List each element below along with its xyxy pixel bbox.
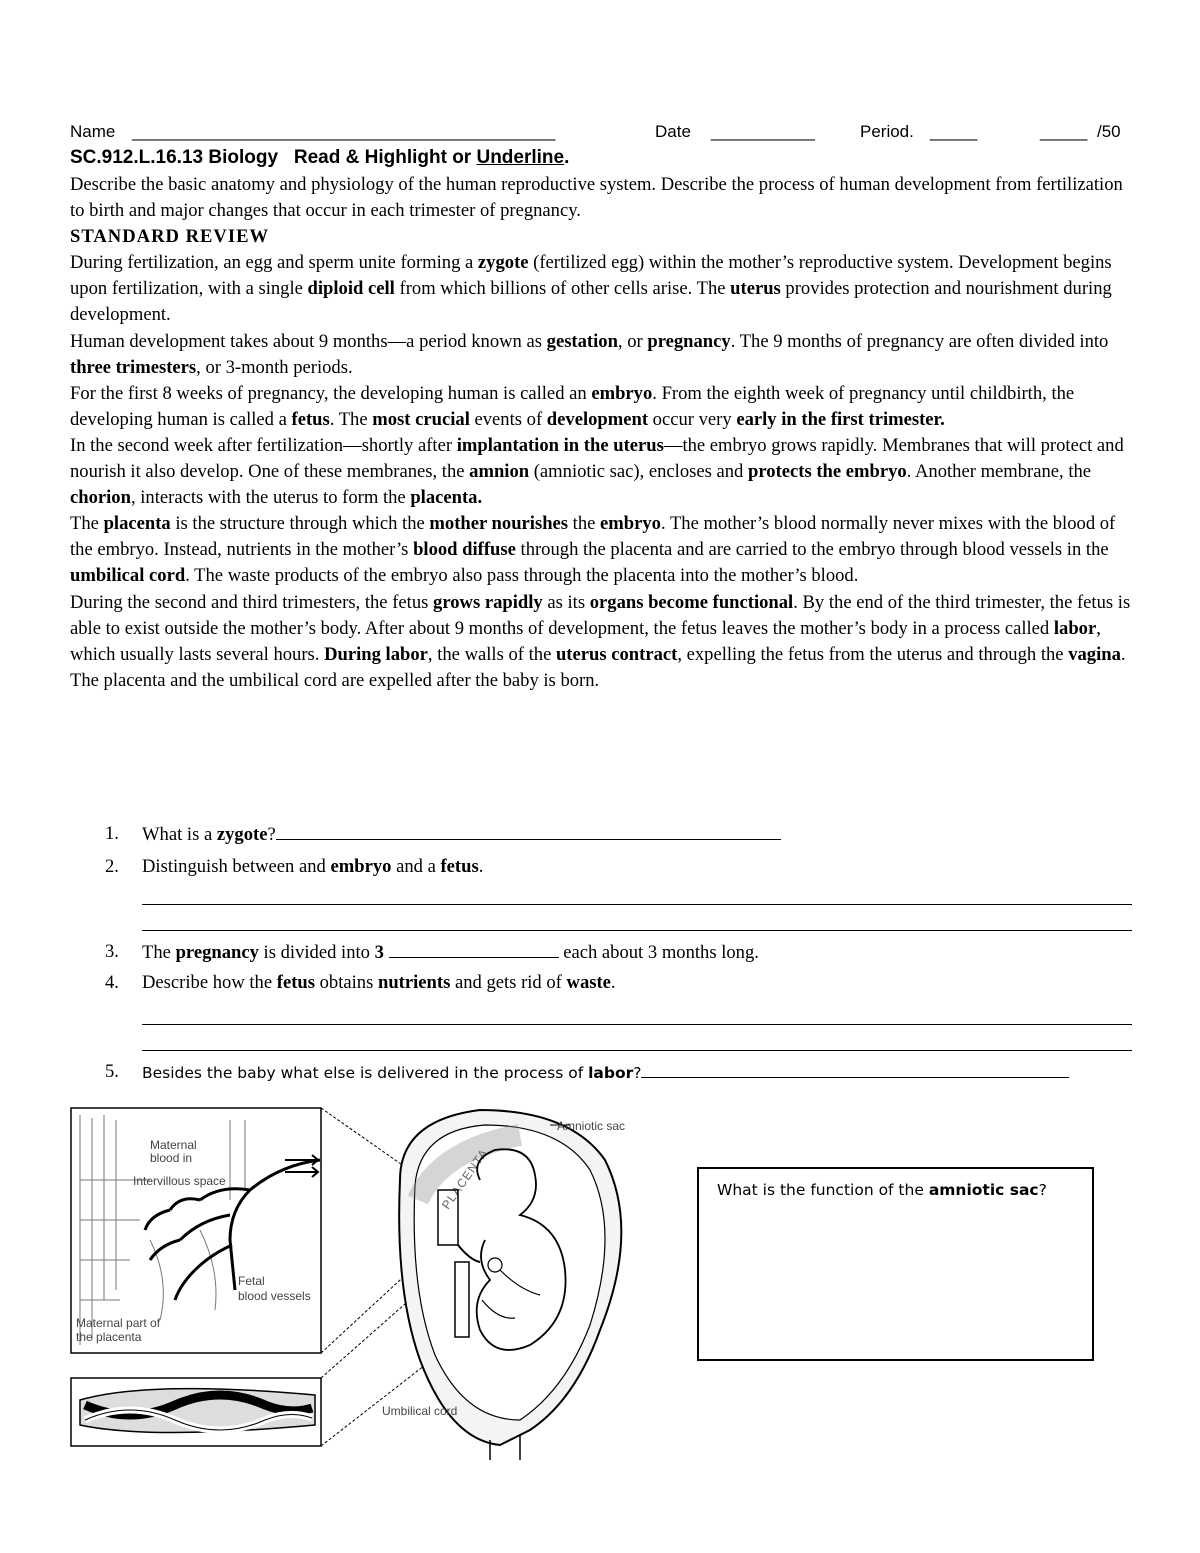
label-intervillous-space: Intervillous space: [133, 1174, 226, 1188]
paragraph-embryo-fetus: For the first 8 weeks of pregnancy, the developing human is called an embryo. From the eighth week of pregnancy until childbirth, the developing human is called a fetus. The most crucial events of development occur very early in the first trimester.: [70, 382, 1075, 430]
label-umbilical-cord: Umbilical cord: [382, 1404, 458, 1418]
label-amniotic-sac: Amniotic sac: [557, 1119, 626, 1133]
answer-box-question: What is the function of the amniotic sac?: [717, 1181, 1047, 1199]
label-maternal-part-1: Maternal part of: [76, 1316, 161, 1330]
placenta-diagram: [0, 1100, 680, 1460]
label-fetal-2: blood vessels: [238, 1289, 311, 1303]
answer-line-2a[interactable]: [142, 882, 1132, 905]
paragraph-fertilization: During fertilization, an egg and sperm unite forming a zygote (fertilized egg) within the mother’s reproductive system. Development begins upon fertilization, with a single diploid cell from which billions of other cells arise. The uterus provides protection and nourishment during development.: [70, 252, 1112, 326]
title-instruction: Read & Highlight or: [293, 147, 472, 168]
reading-passage: [70, 172, 1132, 694]
label-fetal-1: Fetal: [238, 1274, 265, 1288]
name-label: Name: [70, 122, 116, 141]
standard-code: SC.912.L.16.13 Biology: [70, 147, 279, 168]
title-underline-word: Underline: [476, 147, 565, 168]
paragraph-labor: During the second and third trimesters, the fetus grows rapidly as its organs become functional. By the end of the third trimester, the fetus is able to exist outside the mother’s body. After about 9 months of development, the fetus leaves the mother’s body in a process called labor, which usually lasts several hours. During labor, the walls of the uterus contract, expelling the fetus from the uterus and through the vagina. The placenta and the umbilical cord are expelled after the baby is born.: [70, 591, 1131, 691]
paragraph-placenta: The placenta is the structure through which the mother nourishes the embryo. The mother’s blood normally never mixes with the blood of the embryo. Instead, nutrients in the mother’s blood diffuse through the placenta and are carried to the embryo through blood vessels in the umbilical cord. The waste products of the embryo also pass through the placenta into the mother’s blood.: [70, 513, 1116, 587]
score-blank[interactable]: _____: [1040, 122, 1088, 141]
question-2: 2. Distinguish between and embryo and a fetus.: [105, 856, 484, 877]
answer-blank-5[interactable]: [641, 1057, 1069, 1078]
page-title: SC.912.L.16.13 Biology Read & Highlight or Underline.: [70, 147, 570, 168]
name-blank[interactable]: ___________________________________________: [132, 122, 556, 141]
label-placenta: PLACENTA: [438, 1145, 491, 1212]
period-label: Period.: [860, 122, 914, 141]
score-total: /50: [1097, 122, 1121, 141]
amniotic-sac-answer-box[interactable]: [697, 1167, 1094, 1361]
answer-line-2b[interactable]: [142, 905, 1132, 931]
umbilical-cord-twist: [80, 1389, 315, 1433]
label-maternal-blood-in-1: Maternal: [150, 1138, 197, 1152]
answer-line-4b[interactable]: [142, 1025, 1132, 1051]
header: [70, 122, 1132, 144]
answer-line-4a[interactable]: [142, 998, 1132, 1025]
label-maternal-blood-in-2: blood in: [150, 1151, 193, 1165]
paragraph-gestation: Human development takes about 9 months—a period known as gestation, or pregnancy. The 9 months of pregnancy are often divided into three trimesters, or 3-month periods.: [70, 330, 1109, 378]
section-heading: STANDARD REVIEW: [70, 226, 270, 248]
date-blank[interactable]: ___________: [711, 122, 816, 141]
period-blank[interactable]: _____: [930, 122, 978, 141]
question-3: 3. The pregnancy is divided into 3 each about 3 months long.: [105, 937, 1132, 968]
question-1: 1. What is a zygote?: [105, 819, 1132, 850]
question-4: 4. Describe how the fetus obtains nutrients and gets rid of waste.: [105, 972, 616, 993]
paragraph-membranes: In the second week after fertilization—shortly after implantation in the uterus—the embryo grows rapidly. Membranes that will protect and nourish it also develop. One of these membranes, the amnion (amniotic sac), encloses and protects the embryo. Another membrane, the chorion, interacts with the uterus to form the placenta.: [70, 434, 1124, 509]
answer-blank-1[interactable]: [276, 819, 781, 840]
label-maternal-part-2: the placenta: [76, 1330, 142, 1344]
answer-blank-3[interactable]: [389, 937, 559, 958]
question-list: [105, 819, 1132, 1088]
date-label: Date: [655, 122, 691, 141]
intro-paragraph: Describe the basic anatomy and physiology of the human reproductive system. Describe the process of human development from fertilization to birth and major changes that occur in each trimester of pregnancy.: [70, 174, 1123, 222]
question-5: 5. Besides the baby what else is delivered in the process of labor?: [105, 1057, 1132, 1088]
